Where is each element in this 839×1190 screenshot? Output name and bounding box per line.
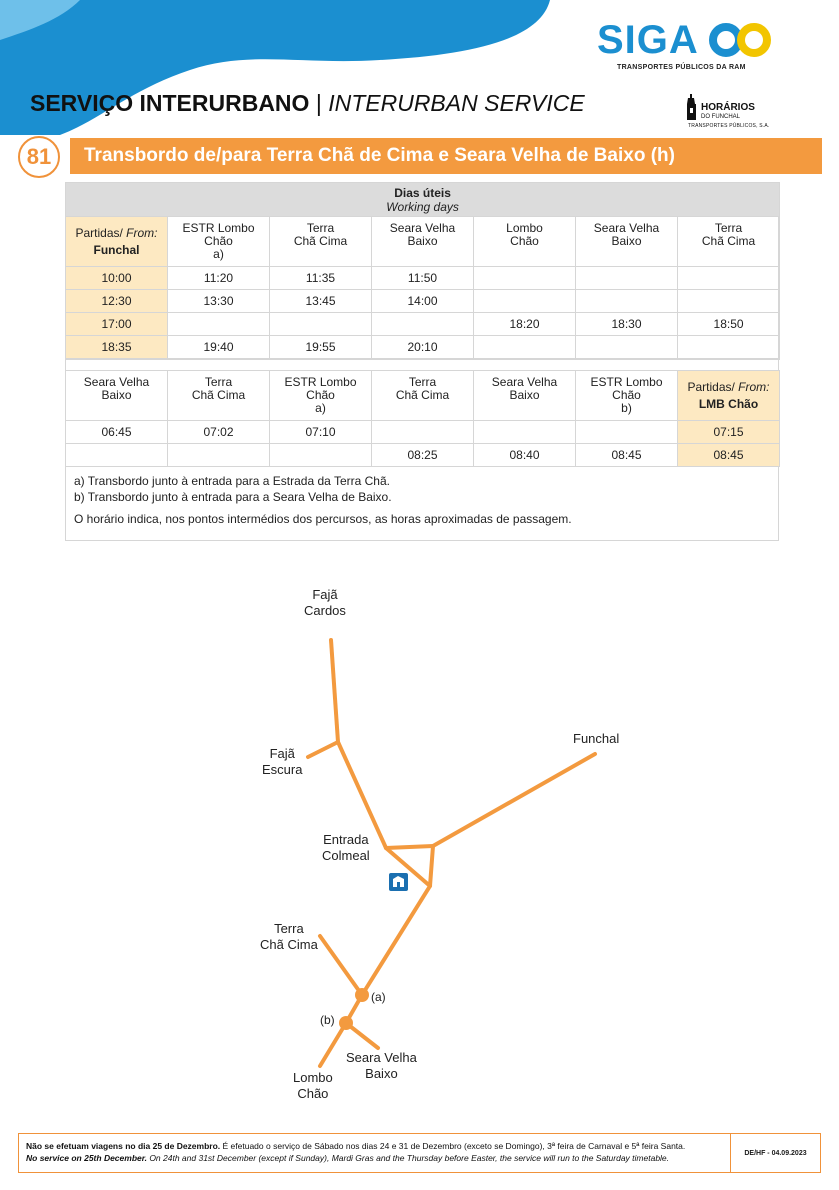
route-name-bar: Transbordo de/para Terra Chã de Cima e Seara Velha de Baixo (h) xyxy=(70,138,822,174)
time-cell xyxy=(372,421,474,444)
time-cell: 14:00 xyxy=(372,290,474,313)
time-cell xyxy=(168,444,270,467)
time-cell: 20:10 xyxy=(372,336,474,359)
stop-header-1 xyxy=(66,371,168,421)
footer-en-bold: No service on 25th December. xyxy=(26,1153,147,1163)
stop-name-line: Terra xyxy=(204,375,233,389)
timetable-row xyxy=(66,336,780,359)
stop-name-line: a) xyxy=(315,401,326,415)
stop-header-6 xyxy=(576,371,678,421)
stop-name-line: Baixo xyxy=(101,388,132,402)
footer-pt-bold: Não se efetuam viagens no dia 25 de Dezembro. xyxy=(26,1141,221,1151)
time-cell: 19:40 xyxy=(168,336,270,359)
stop-name-line: Baixo xyxy=(407,234,438,248)
stop-name-line: Lombo xyxy=(506,221,543,235)
stop-name-line: Baixo xyxy=(611,234,642,248)
map-label-seara-velha-baixo: Seara Velha Baixo xyxy=(346,1050,417,1081)
day-type-header xyxy=(66,183,780,217)
time-cell: 19:55 xyxy=(270,336,372,359)
timetable-row xyxy=(66,313,780,336)
footer-notice xyxy=(18,1133,821,1173)
route-map xyxy=(0,560,839,1120)
route-number-badge: 81 xyxy=(18,136,60,178)
departure-stop: Funchal xyxy=(93,242,140,257)
time-cell xyxy=(270,313,372,336)
departure-header xyxy=(66,217,168,267)
departure-label-en: From: xyxy=(738,379,770,394)
stop-name-line: ESTR Lombo xyxy=(182,221,255,235)
day-type-en: Working days xyxy=(386,199,459,214)
map-label-entrada-colmeal: Entrada Colmeal xyxy=(322,832,370,863)
stop-header-1 xyxy=(168,217,270,267)
map-line-south xyxy=(320,886,430,1066)
stop-name-line: Seara Velha xyxy=(83,375,150,389)
departure-stop: LMB Chão xyxy=(698,396,759,411)
stop-header-3 xyxy=(372,217,474,267)
departure-header xyxy=(678,371,780,421)
timetable-row xyxy=(66,290,780,313)
table-spacer xyxy=(66,360,780,371)
stop-header-4 xyxy=(372,371,474,421)
departure-time: 18:35 xyxy=(66,336,168,359)
timetable-row xyxy=(66,421,780,444)
departure-time: 10:00 xyxy=(66,267,168,290)
departure-time: 07:15 xyxy=(678,421,780,444)
time-cell xyxy=(474,336,576,359)
siga-tagline: TRANSPORTES PÚBLICOS DA RAM xyxy=(617,64,746,71)
stop-name-line: ESTR Lombo xyxy=(284,375,357,389)
departure-label-en: From: xyxy=(126,225,158,240)
stop-header-3 xyxy=(270,371,372,421)
outbound-timetable xyxy=(65,182,780,359)
time-cell: 18:50 xyxy=(678,313,780,336)
map-label-terra-cha-cima: Terra Chã Cima xyxy=(260,921,318,952)
time-cell: 11:50 xyxy=(372,267,474,290)
day-type-pt: Dias úteis xyxy=(394,185,451,200)
stop-header-2 xyxy=(270,217,372,267)
stop-name-line: Chão xyxy=(306,388,335,402)
time-cell: 07:02 xyxy=(168,421,270,444)
stop-header-5 xyxy=(576,217,678,267)
departure-label: Partidas/ xyxy=(75,225,123,240)
time-cell: 08:40 xyxy=(474,444,576,467)
stop-header-5 xyxy=(474,371,576,421)
time-cell: 11:20 xyxy=(168,267,270,290)
stop-name-line: Chão xyxy=(510,234,539,248)
departure-time: 17:00 xyxy=(66,313,168,336)
stop-name-line: Seara Velha xyxy=(593,221,660,235)
siga-logo-text: SIGA xyxy=(597,18,699,62)
time-cell xyxy=(678,267,780,290)
time-cell xyxy=(678,290,780,313)
title-pt: SERVIÇO INTERURBANO xyxy=(30,90,310,116)
map-line-faja-cardos xyxy=(331,640,338,742)
departure-time: 12:30 xyxy=(66,290,168,313)
time-cell: 18:20 xyxy=(474,313,576,336)
stop-header-4 xyxy=(474,217,576,267)
time-cell xyxy=(576,290,678,313)
stop-name-line: Seara Velha xyxy=(389,221,456,235)
map-label-lombo-chao: Lombo Chão xyxy=(293,1070,333,1101)
stop-name-line: Chão xyxy=(204,234,233,248)
time-cell xyxy=(576,336,678,359)
note-b: b) Transbordo junto à entrada para a Seara Velha de Baixo. xyxy=(74,490,392,504)
stop-name-line: Chã Cima xyxy=(701,234,756,248)
time-cell xyxy=(678,336,780,359)
time-cell xyxy=(372,313,474,336)
map-label-faja-escura: Fajã Escura xyxy=(262,746,303,777)
stop-name-line: b) xyxy=(621,401,632,415)
stop-header-2 xyxy=(168,371,270,421)
map-point-a xyxy=(355,988,369,1002)
timetable-row xyxy=(66,267,780,290)
map-line-faja-escura xyxy=(308,742,338,757)
map-label-funchal: Funchal xyxy=(573,731,620,746)
time-cell xyxy=(168,313,270,336)
stop-name-line: Chã Cima xyxy=(293,234,348,248)
time-cell xyxy=(474,421,576,444)
time-cell: 11:35 xyxy=(270,267,372,290)
time-cell xyxy=(474,290,576,313)
map-label-faja-cardos: Fajã Cardos xyxy=(304,587,346,618)
title-separator: | xyxy=(309,90,329,116)
time-cell xyxy=(270,444,372,467)
inbound-timetable xyxy=(65,359,780,467)
note-a: a) Transbordo junto à entrada para a Estrada da Terra Chã. xyxy=(74,474,390,488)
timetable-notes xyxy=(74,473,572,527)
footer-en-rest: On 24th and 31st December (except if Sunday), Mardi Gras and the Thursday before Easter, the service will run to the Saturday timetable. xyxy=(146,1153,670,1163)
document-code: DE/HF - 04.09.2023 xyxy=(730,1134,820,1172)
time-cell xyxy=(474,267,576,290)
time-cell: 08:25 xyxy=(372,444,474,467)
note-approx: O horário indica, nos pontos intermédios dos percursos, as horas aproximadas de passagem. xyxy=(74,512,572,526)
stop-name-line: Seara Velha xyxy=(491,375,558,389)
time-cell xyxy=(576,421,678,444)
departure-time: 08:45 xyxy=(678,444,780,467)
time-cell: 13:30 xyxy=(168,290,270,313)
stop-name-line: Chão xyxy=(612,388,641,402)
siga-logo-icon xyxy=(708,20,772,60)
map-line-funchal xyxy=(433,754,595,846)
title-en: INTERURBAN SERVICE xyxy=(328,90,585,116)
stop-header-6 xyxy=(678,217,780,267)
stop-name-line: Terra xyxy=(714,221,743,235)
horarios-funchal-tower-icon xyxy=(685,94,699,122)
map-line-terra-cha xyxy=(320,936,362,995)
departure-label-line xyxy=(678,381,779,394)
time-cell xyxy=(576,267,678,290)
bus-stop-icon xyxy=(389,873,408,891)
stop-name-line: Terra xyxy=(408,375,437,389)
footer-text xyxy=(26,1140,685,1164)
stop-name-line: Chã Cima xyxy=(191,388,246,402)
stop-name-line: ESTR Lombo xyxy=(590,375,663,389)
stop-name-line: Baixo xyxy=(509,388,540,402)
partner-name: HORÁRIOS xyxy=(701,102,755,113)
map-label-point-b: (b) xyxy=(320,1013,335,1027)
stop-name-line: Terra xyxy=(306,221,335,235)
departure-label-line xyxy=(66,227,167,240)
timetable-row xyxy=(66,444,780,467)
time-cell: 13:45 xyxy=(270,290,372,313)
time-cell: 06:45 xyxy=(66,421,168,444)
stop-name-line: a) xyxy=(213,247,224,261)
departure-label: Partidas/ xyxy=(687,379,735,394)
partner-sub: DO FUNCHAL xyxy=(701,114,741,120)
map-point-b xyxy=(339,1016,353,1030)
page-title xyxy=(30,90,585,117)
time-cell: 18:30 xyxy=(576,313,678,336)
footer-pt-rest: É efetuado o serviço de Sábado nos dias 24 e 31 de Dezembro (exceto se Domingo), 3ª feira de Carnaval e 5ª feira Santa. xyxy=(220,1141,686,1151)
time-cell: 08:45 xyxy=(576,444,678,467)
partner-company: TRANSPORTES PÚBLICOS, S.A. xyxy=(688,123,770,129)
time-cell: 07:10 xyxy=(270,421,372,444)
map-label-point-a: (a) xyxy=(371,990,386,1004)
stop-name-line: Chã Cima xyxy=(395,388,450,402)
time-cell xyxy=(66,444,168,467)
